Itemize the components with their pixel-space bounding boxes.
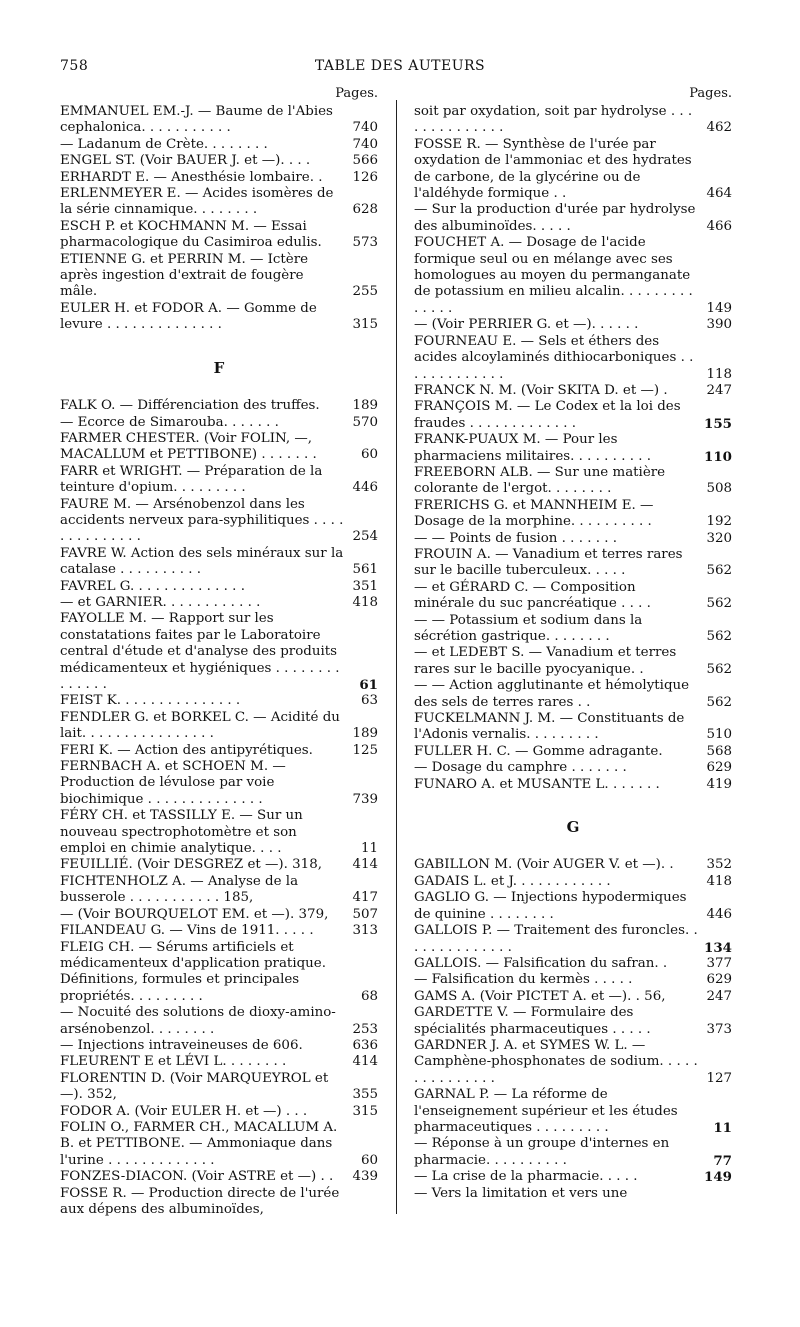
index-entry [60,874,378,907]
entry-page-number: 127 [706,1070,732,1086]
entry-text: FLEIG CH. — Sérums artificiels et médicamenteux d'application pratique. Définitions, formules et principales propriétés. . . . . . . . . [60,939,326,1004]
index-entry [414,1169,732,1185]
entry-page-number: 60 [360,1152,378,1168]
index-entry [60,693,378,709]
index-entry [60,710,378,743]
entry-page-number: 320 [706,530,732,546]
entries-g [414,857,732,1202]
entry-page-number: 562 [706,629,732,644]
entry-page-number: 462 [706,120,732,136]
index-entry [414,432,732,465]
entry-text: FUCKELMANN J. M. — Constituants de l'Adonis vernalis. . . . . . . . . [414,711,685,743]
entry-text: FAVRE W. Action des sels minéraux sur la catalase . . . . . . . . . . [60,545,344,578]
entry-text: GADAIS L. et J. . . . . . . . . . . . [414,873,611,889]
index-entry [414,890,732,923]
entry-text: FULLER H. C. — Gomme adragante. [414,743,663,759]
entry-page-number: 628 [352,202,378,218]
entry-page-number: 63 [360,693,378,709]
index-entry [60,579,378,595]
index-entry [414,137,732,203]
entries-f-left [60,398,378,1218]
entry-page-number: 373 [706,1021,732,1037]
entry-page-number: 61 [359,677,378,693]
running-title: TABLE DES AUTEURS [314,58,486,74]
index-entry [60,546,378,579]
entry-page-number: 126 [352,169,378,185]
entry-page-number: 390 [706,317,732,333]
entry-text: — et LEDEBT S. — Vanadium et terres rares sur le bacille pyocyanique. . [414,645,677,677]
entry-page-number: 355 [352,1087,378,1103]
entry-page-number: 60 [360,447,378,463]
pages-label: Pages. [689,86,732,101]
entry-page-number: 352 [706,857,732,873]
entry-page-number: 562 [706,596,732,612]
index-entry [60,743,378,759]
entry-text: FENDLER G. et BORKEL C. — Acidité du lait. . . . . . . . . . . . . . . . [60,709,340,742]
entry-page-number: 134 [704,939,732,956]
index-entry [414,711,732,744]
entry-text: — (Voir BOURQUELOT EM. et —). 379, [60,906,329,922]
entry-text: FARR et WRIGHT. — Préparation de la teinture d'opium. . . . . . . . . [60,463,323,496]
entry-text: — Dosage du camphre . . . . . . . [414,760,627,776]
index-entry [414,645,732,678]
entry-page-number: 566 [352,153,378,169]
entry-text: GAGLIO G. — Injections hypodermiques de quinine . . . . . . . . [414,890,687,922]
index-entry [414,531,732,547]
index-entry [60,1186,378,1219]
entry-page-number: 149 [706,300,732,316]
entry-text: FÉRY CH. et TASSILLY E. — Sur un nouveau spectrophotomètre et son emploi en chimie analytique. . . . [60,808,303,857]
index-entry [414,317,732,333]
entry-page-number: 629 [706,972,732,988]
index-entry [60,1054,378,1070]
entry-page-number: 189 [352,398,378,414]
column-divider [396,100,397,1214]
entry-text: FOURNEAU E. — Sels et éthers des acides alcoylaminés dithiocarboniques . . . . . . . . . . . . . [414,333,694,382]
index-entry [60,1071,378,1104]
entry-page-number: 77 [713,1152,732,1169]
entry-text: FALK O. — Différenciation des truffes. [60,398,320,414]
entry-page-number: 570 [352,414,378,430]
entry-text: FOLIN O., FARMER CH., MACALLUM A. B. et PETTIBONE. — Ammoniaque dans l'urine . . . . . . . . . . . . . [60,1119,338,1168]
entry-text: ENGEL ST. (Voir BAUER J. et —). . . . [60,153,311,169]
entries-e [60,104,378,334]
index-entry [414,1186,732,1202]
index-entry [60,808,378,857]
index-entry [414,465,732,498]
entry-page-number: 155 [704,415,732,432]
index-entry [60,595,378,611]
entry-text: — — Points de fusion . . . . . . . [414,530,618,546]
entry-page-number: 573 [352,235,378,251]
index-entry [60,252,378,301]
entry-page-number: 508 [706,481,732,497]
entry-text: GARDETTE V. — Formulaire des spécialités pharmaceutiques . . . . . [414,1005,651,1037]
index-entry [414,874,732,890]
index-entry [60,431,378,464]
entry-page-number: 562 [706,563,732,579]
page-header [60,58,740,80]
entry-text: FOUCHET A. — Dosage de l'acide formique seul ou en mélange avec ses homologues au moyen du permanganate de potassium en milieu alcalin. . . . . . . . . . . . . . [414,235,693,316]
index-entry [60,940,378,1006]
entry-text: EMMANUEL EM.-J. — Baume de l'Abies cephalonica. . . . . . . . . . . [60,104,333,136]
entry-page-number: 414 [352,857,378,873]
index-entry [60,186,378,219]
entry-text: ESCH P. et KOCHMANN M. — Essai pharmacologique du Casimiroa edulis. [60,218,322,251]
index-entry [414,1136,732,1169]
entry-text: FARMER CHESTER. (Voir FOLIN, —, MACALLUM et PETTIBONE) . . . . . . . [60,430,317,463]
entry-page-number: 253 [352,1021,378,1037]
entry-text: FILANDEAU G. — Vins de 1911. . . . . [60,923,314,939]
entry-text: ERHARDT E. — Anesthésie lombaire. . [60,169,323,185]
index-entry [60,137,378,153]
entry-text: FLORENTIN D. (Voir MARQUEYROL et —). 352, [60,1070,329,1103]
index-entry [60,1169,378,1185]
entry-text: — Ecorce de Simarouba. . . . . . . [60,414,279,430]
index-entry [414,923,732,956]
entry-page-number: 446 [352,480,378,496]
entry-page-number: 189 [352,726,378,742]
index-entry [414,498,732,531]
index-entry [60,759,378,808]
entry-text: EULER H. et FODOR A. — Gomme de levure . . . . . . . . . . . . . . [60,300,317,333]
page-number: 758 [60,58,89,74]
entry-text: FRANÇOIS M. — Le Codex et la loi des fraudes . . . . . . . . . . . . . [414,399,681,431]
index-entry [60,1005,378,1038]
entry-page-number: 561 [352,562,378,578]
entry-text: FERI K. — Action des antipyrétiques. [60,742,313,758]
entry-text: FLEURENT E et LÉVI L. . . . . . . . [60,1054,287,1070]
entry-text: — Nocuité des solutions de dioxy-amino-arsénobenzol. . . . . . . . [60,1005,336,1037]
index-entry [60,153,378,169]
entry-page-number: 568 [706,743,732,759]
entry-text: FAURE M. — Arsénobenzol dans les accidents nerveux para-syphilitiques . . . . . . . . . . . . . . [60,496,344,545]
entry-text: — Ladanum de Crète. . . . . . . . [60,136,268,152]
entry-text: FEIST K. . . . . . . . . . . . . . . [60,693,241,709]
entry-page-number: 118 [706,366,732,382]
entry-page-number: 247 [706,988,732,1004]
index-entry [414,777,732,793]
entry-text: GALLOIS P. — Traitement des furoncles. . . . . . . . . . . . . . [414,923,698,955]
entry-page-number: 414 [352,1054,378,1070]
entry-page-number: 419 [706,776,732,792]
right-column [414,86,732,1202]
entry-text: FONZES-DIACON. (Voir ASTRE et —) . . [60,1169,334,1185]
index-entry [414,580,732,613]
index-entry [60,611,378,693]
entry-text: — — Action agglutinante et hémolytique des sels de terres rares . . [414,678,690,710]
entry-page-number: 464 [706,186,732,202]
pages-label: Pages. [335,86,378,101]
entry-text: — — Potassium et sodium dans la sécrétion gastrique. . . . . . . . [414,612,643,644]
entry-text: FERNBACH A. et SCHOEN M. — Production de lévulose par voie biochimique . . . . . . . . . . . . . . [60,759,286,807]
entry-page-number: 11 [360,841,378,857]
index-entry [414,678,732,711]
index-entry [60,170,378,186]
index-entry [414,857,732,873]
entry-page-number: 149 [704,1169,732,1186]
entry-page-number: 110 [704,448,732,465]
index-entry [414,334,732,383]
entry-page-number: 740 [352,120,378,136]
entry-text: GALLOIS. — Falsification du safran. . [414,955,668,971]
entry-text: GARDNER J. A. et SYMES W. L. — Camphène-phosphonates de sodium. . . . . . . . . . . . . . . [414,1037,698,1086]
entry-page-number: 636 [352,1037,378,1053]
index-entry [60,497,378,546]
entry-text: FEUILLIÉ. (Voir DESGREZ et —). 318, [60,857,322,873]
entry-text: — et GÉRARD C. — Composition minérale du suc pancréatique . . . . [414,579,651,612]
entry-page-number: 351 [352,578,378,594]
entry-page-number: 507 [352,906,378,922]
index-entry [414,972,732,988]
entry-page-number: 418 [352,594,378,610]
entry-text: FUNARO A. et MUSANTE L. . . . . . . [414,776,660,792]
index-entry [60,415,378,431]
index-entry [414,760,732,776]
index-entry [414,1038,732,1087]
index-entry [414,989,732,1005]
entry-text: ERLENMEYER E. — Acides isomères de la série cinnamique. . . . . . . . [60,186,334,218]
entry-text: — Vers la limitation et vers une [414,1185,628,1201]
entry-page-number: 562 [706,661,732,677]
index-entry [60,1038,378,1054]
entry-page-number: 315 [352,1103,378,1119]
entry-page-number: 439 [352,1169,378,1185]
entry-page-number: 466 [706,218,732,234]
entry-page-number: 255 [352,284,378,300]
entry-text: GABILLON M. (Voir AUGER V. et —). . [414,857,674,873]
entry-text: FROUIN A. — Vanadium et terres rares sur le bacille tuberculeux. . . . . [414,546,683,579]
index-entry [60,1120,378,1169]
entry-page-number: 417 [352,890,378,906]
entry-text: FRANK-PUAUX M. — Pour les pharmaciens militaires. . . . . . . . . . [414,432,651,464]
entry-text: FODOR A. (Voir EULER H. et —) . . . [60,1103,308,1119]
index-entry [414,547,732,580]
entry-text: FRERICHS G. et MANNHEIM E. — Dosage de la morphine. . . . . . . . . . [414,497,654,530]
index-entry [60,464,378,497]
entry-page-number: 313 [352,923,378,939]
entry-text: — et GARNIER. . . . . . . . . . . . [60,594,261,610]
index-entry [414,744,732,760]
index-entry [414,613,732,646]
entry-page-number: 68 [360,988,378,1004]
index-entry [414,383,732,399]
entry-text: FAYOLLE M. — Rapport sur les constatations faites par le Laboratoire central d'étude et d'analyse des produits médicamenteux et hygiéniques . . . . . . . . . . . . . . [60,611,340,692]
index-entry [60,1104,378,1120]
entry-page-number: 739 [352,791,378,807]
index-entry [60,907,378,923]
entry-page-number: 315 [352,317,378,333]
entry-text: GAMS A. (Voir PICTET A. et —). . 56, [414,988,666,1004]
entries-f-right [414,104,732,793]
entry-text: FREEBORN ALB. — Sur une matière colorante de l'ergot. . . . . . . . [414,464,666,497]
entry-text: — Sur la production d'urée par hydrolyse des albuminoïdes. . . . . [414,202,696,234]
index-entry [414,104,732,137]
index-entry [60,923,378,939]
entry-page-number: 562 [706,694,732,710]
entry-text: — Injections intraveineuses de 606. [60,1037,303,1053]
entry-text: — Falsification du kermès . . . . . [414,972,633,988]
entry-text: GARNAL P. — La réforme de l'enseignement supérieur et les études pharmaceutiques . . . . . . . . . [414,1087,678,1135]
entry-text: FRANCK N. M. (Voir SKITA D. et —) . [414,382,668,398]
section-heading-f: F [213,358,225,377]
index-entry [60,857,378,873]
entry-page-number: 11 [713,1119,732,1136]
entry-page-number: 377 [706,955,732,971]
index-entry [60,104,378,137]
index-entry [414,956,732,972]
index-entry [414,235,732,317]
entry-text: soit par oxydation, soit par hydrolyse . . . . . . . . . . . . . . [414,104,693,136]
entry-text: — (Voir PERRIER G. et —). . . . . . [414,317,639,333]
entry-page-number: 418 [706,873,732,889]
entry-text: FAVREL G. . . . . . . . . . . . . . [60,578,245,594]
entry-text: FOSSE R. — Synthèse de l'urée par oxydation de l'ammoniac et des hydrates de carbone, de la glycérine ou de l'aldéhyde formique . . [414,136,692,202]
index-entry [414,1087,732,1136]
left-column [60,86,378,1218]
entry-text: ETIENNE G. et PERRIN M. — Ictère après ingestion d'extrait de fougère mâle. [60,251,309,300]
entry-page-number: 192 [706,514,732,530]
entry-text: FICHTENHOLZ A. — Analyse de la busserole . . . . . . . . . . . 185, [60,873,299,906]
entry-page-number: 629 [706,760,732,776]
index-entry [60,398,378,414]
entry-page-number: 740 [352,136,378,152]
entry-page-number: 247 [706,382,732,398]
section-heading-g: G [566,818,580,837]
entry-page-number: 254 [352,529,378,545]
index-entry [414,399,732,432]
entry-text: FOSSE R. — Production directe de l'urée aux dépens des albuminoïdes, [60,1185,340,1217]
entry-page-number: 446 [706,906,732,922]
index-entry [60,301,378,334]
index-entry [60,219,378,252]
entry-text: — La crise de la pharmacie. . . . . [414,1169,638,1185]
index-entry [414,202,732,235]
index-entry [414,1005,732,1038]
entry-text: — Réponse à un groupe d'internes en pharmacie. . . . . . . . . . [414,1136,670,1168]
entry-page-number: 125 [352,742,378,758]
entry-page-number: 510 [706,727,732,743]
